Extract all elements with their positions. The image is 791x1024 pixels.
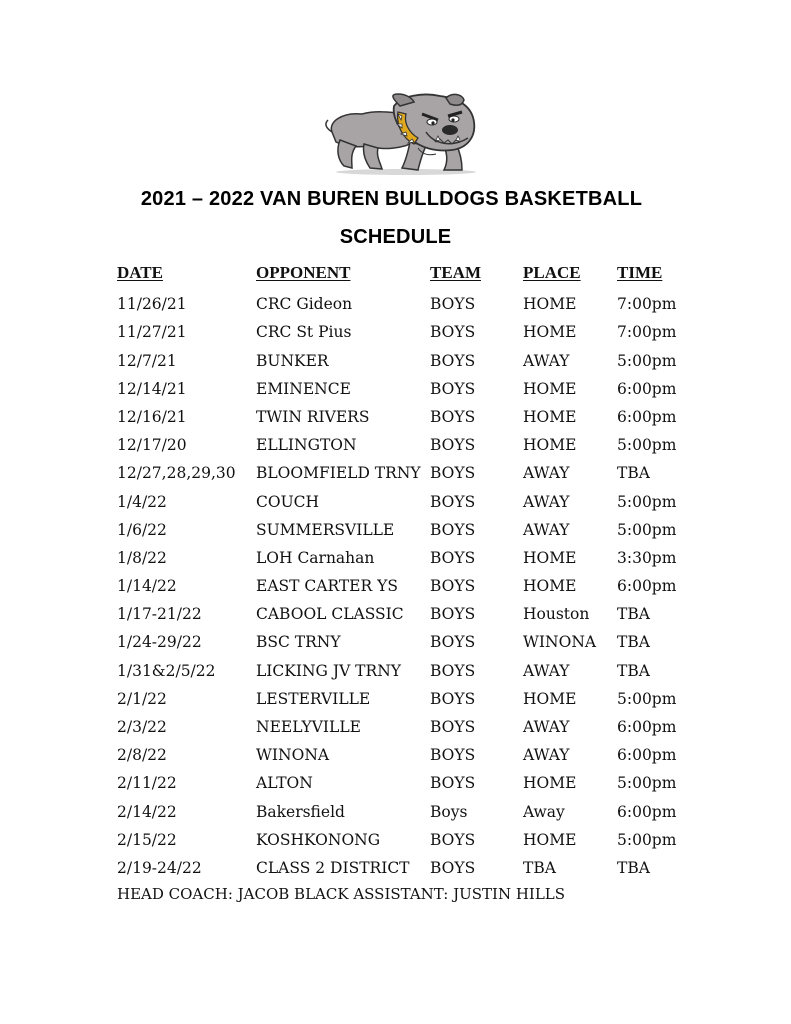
cell-opponent: BSC TRNY [256, 633, 341, 652]
cell-place: AWAY [523, 351, 570, 370]
cell-opponent: CRC Gideon [256, 295, 353, 314]
cell-opponent: BUNKER [256, 351, 329, 370]
cell-opponent: CABOOL CLASSIC [256, 605, 404, 624]
coaches-footer: HEAD COACH: JACOB BLACK ASSISTANT: JUSTIN HILLS [117, 885, 566, 903]
cell-time: 5:00pm [617, 436, 677, 455]
cell-team: BOYS [430, 577, 476, 596]
cell-team: BOYS [430, 407, 476, 426]
cell-time: 5:00pm [617, 351, 677, 370]
cell-opponent: ELLINGTON [256, 436, 357, 455]
cell-time: 5:00pm [617, 830, 677, 849]
cell-opponent: SUMMERSVILLE [256, 520, 395, 539]
cell-team: BOYS [430, 661, 476, 680]
table-row [117, 853, 717, 881]
table-row [117, 430, 717, 458]
header-time: TIME [617, 263, 663, 282]
cell-time: 6:00pm [617, 577, 677, 596]
cell-time: 6:00pm [617, 407, 677, 426]
cell-place: HOME [523, 295, 577, 314]
table-row [117, 740, 717, 768]
table-row [117, 627, 717, 655]
cell-place: WINONA [523, 633, 597, 652]
cell-team: BOYS [430, 520, 476, 539]
table-header [117, 261, 717, 289]
cell-date: 1/31&2/5/22 [117, 661, 216, 680]
cell-team: BOYS [430, 436, 476, 455]
cell-team: BOYS [430, 492, 476, 511]
cell-time: 6:00pm [617, 802, 677, 821]
table-row [117, 289, 717, 317]
cell-place: HOME [523, 436, 577, 455]
table-row [117, 768, 717, 796]
table-row [117, 317, 717, 345]
cell-team: BOYS [430, 295, 476, 314]
cell-team: BOYS [430, 464, 476, 483]
cell-team: Boys [430, 802, 468, 821]
cell-date: 1/6/22 [117, 520, 167, 539]
cell-team: BOYS [430, 351, 476, 370]
cell-team: BOYS [430, 718, 476, 736]
table-row [117, 684, 717, 712]
cell-place: AWAY [523, 746, 570, 765]
cell-place: Houston [523, 605, 590, 624]
cell-time: TBA [617, 464, 650, 483]
cell-place: HOME [523, 323, 577, 342]
cell-time: 5:00pm [617, 520, 677, 539]
table-row [117, 656, 717, 684]
cell-place: AWAY [523, 520, 570, 539]
cell-opponent: NEELYVILLE [256, 718, 361, 736]
cell-time: 6:00pm [617, 379, 677, 398]
cell-opponent: BLOOMFIELD TRNY [256, 464, 421, 483]
table-row [117, 374, 717, 402]
cell-team: BOYS [430, 858, 476, 877]
cell-time: 5:00pm [617, 492, 677, 511]
cell-date: 1/24-29/22 [117, 633, 202, 652]
cell-date: 1/4/22 [117, 492, 167, 511]
cell-date: 2/15/22 [117, 830, 177, 849]
cell-place: HOME [523, 830, 577, 849]
header-opponent: OPPONENT [256, 263, 351, 282]
cell-place: Away [523, 802, 565, 821]
table-row [117, 402, 717, 430]
table-row [117, 825, 717, 853]
cell-time: TBA [617, 858, 650, 877]
cell-date: 2/19-24/22 [117, 858, 202, 877]
cell-opponent: CRC St Pius [256, 323, 352, 342]
page-title: 2021 – 2022 VAN BUREN BULLDOGS BASKETBALL [140, 188, 643, 210]
cell-date: 12/27,28,29,30 [117, 464, 236, 483]
cell-team: BOYS [430, 323, 476, 342]
cell-time: TBA [617, 633, 650, 652]
cell-team: BOYS [430, 548, 476, 567]
table-row [117, 515, 717, 543]
cell-date: 12/7/21 [117, 351, 177, 370]
header-team: TEAM [430, 263, 481, 282]
cell-place: TBA [523, 858, 556, 877]
cell-opponent: LICKING JV TRNY [256, 661, 401, 680]
cell-place: HOME [523, 407, 577, 426]
cell-date: 2/11/22 [117, 774, 177, 793]
cell-time: 5:00pm [617, 689, 677, 708]
cell-place: AWAY [523, 464, 570, 483]
cell-time: TBA [617, 605, 650, 624]
table-row [117, 458, 717, 486]
table-row [117, 543, 717, 571]
cell-opponent: ALTON [256, 774, 313, 793]
cell-time: 7:00pm [617, 295, 677, 314]
cell-date: 2/14/22 [117, 802, 177, 821]
page-subtitle: SCHEDULE [339, 226, 452, 248]
cell-team: BOYS [430, 605, 476, 624]
table-row [117, 712, 717, 740]
table-row [117, 797, 717, 825]
cell-opponent: Bakersfield [256, 802, 345, 821]
cell-team: BOYS [430, 830, 476, 849]
cell-date: 1/14/22 [117, 577, 177, 596]
cell-opponent: COUCH [256, 492, 320, 511]
cell-time: 5:00pm [617, 774, 677, 793]
cell-date: 1/17-21/22 [117, 605, 202, 624]
cell-place: AWAY [523, 492, 570, 511]
cell-date: 1/8/22 [117, 548, 167, 567]
cell-opponent: EAST CARTER YS [256, 577, 398, 596]
header-place: PLACE [523, 263, 581, 282]
cell-date: 12/16/21 [117, 407, 187, 426]
cell-team: BOYS [430, 746, 476, 765]
cell-time: 3:30pm [617, 548, 677, 567]
cell-date: 11/26/21 [117, 295, 187, 314]
table-row [117, 571, 717, 599]
cell-time: 7:00pm [617, 323, 677, 342]
bulldog-mascot-icon [322, 92, 482, 176]
cell-place: HOME [523, 379, 577, 398]
cell-opponent: WINONA [256, 746, 330, 765]
cell-opponent: TWIN RIVERS [256, 407, 370, 426]
cell-opponent: LOH Carnahan [256, 548, 375, 567]
cell-date: 2/1/22 [117, 689, 167, 708]
cell-opponent: EMINENCE [256, 379, 351, 398]
cell-place: AWAY [523, 661, 570, 680]
table-row [117, 599, 717, 627]
schedule-table [117, 261, 717, 881]
cell-place: HOME [523, 774, 577, 793]
table-row [117, 487, 717, 515]
cell-place: HOME [523, 548, 577, 567]
cell-opponent: LESTERVILLE [256, 689, 371, 708]
header-date: DATE [117, 263, 163, 282]
cell-date: 12/17/20 [117, 436, 187, 455]
cell-time: TBA [617, 661, 650, 680]
table-row [117, 346, 717, 374]
cell-time: 6:00pm [617, 718, 677, 736]
cell-place: AWAY [523, 718, 570, 736]
cell-date: 11/27/21 [117, 323, 187, 342]
cell-date: 12/14/21 [117, 379, 187, 398]
cell-time: 6:00pm [617, 746, 677, 765]
cell-place: HOME [523, 577, 577, 596]
cell-opponent: CLASS 2 DISTRICT [256, 858, 410, 877]
cell-place: HOME [523, 689, 577, 708]
cell-team: BOYS [430, 633, 476, 652]
cell-team: BOYS [430, 774, 476, 793]
cell-date: 2/3/22 [117, 718, 167, 736]
cell-team: BOYS [430, 379, 476, 398]
cell-team: BOYS [430, 689, 476, 708]
cell-opponent: KOSHKONONG [256, 830, 381, 849]
cell-date: 2/8/22 [117, 746, 167, 765]
